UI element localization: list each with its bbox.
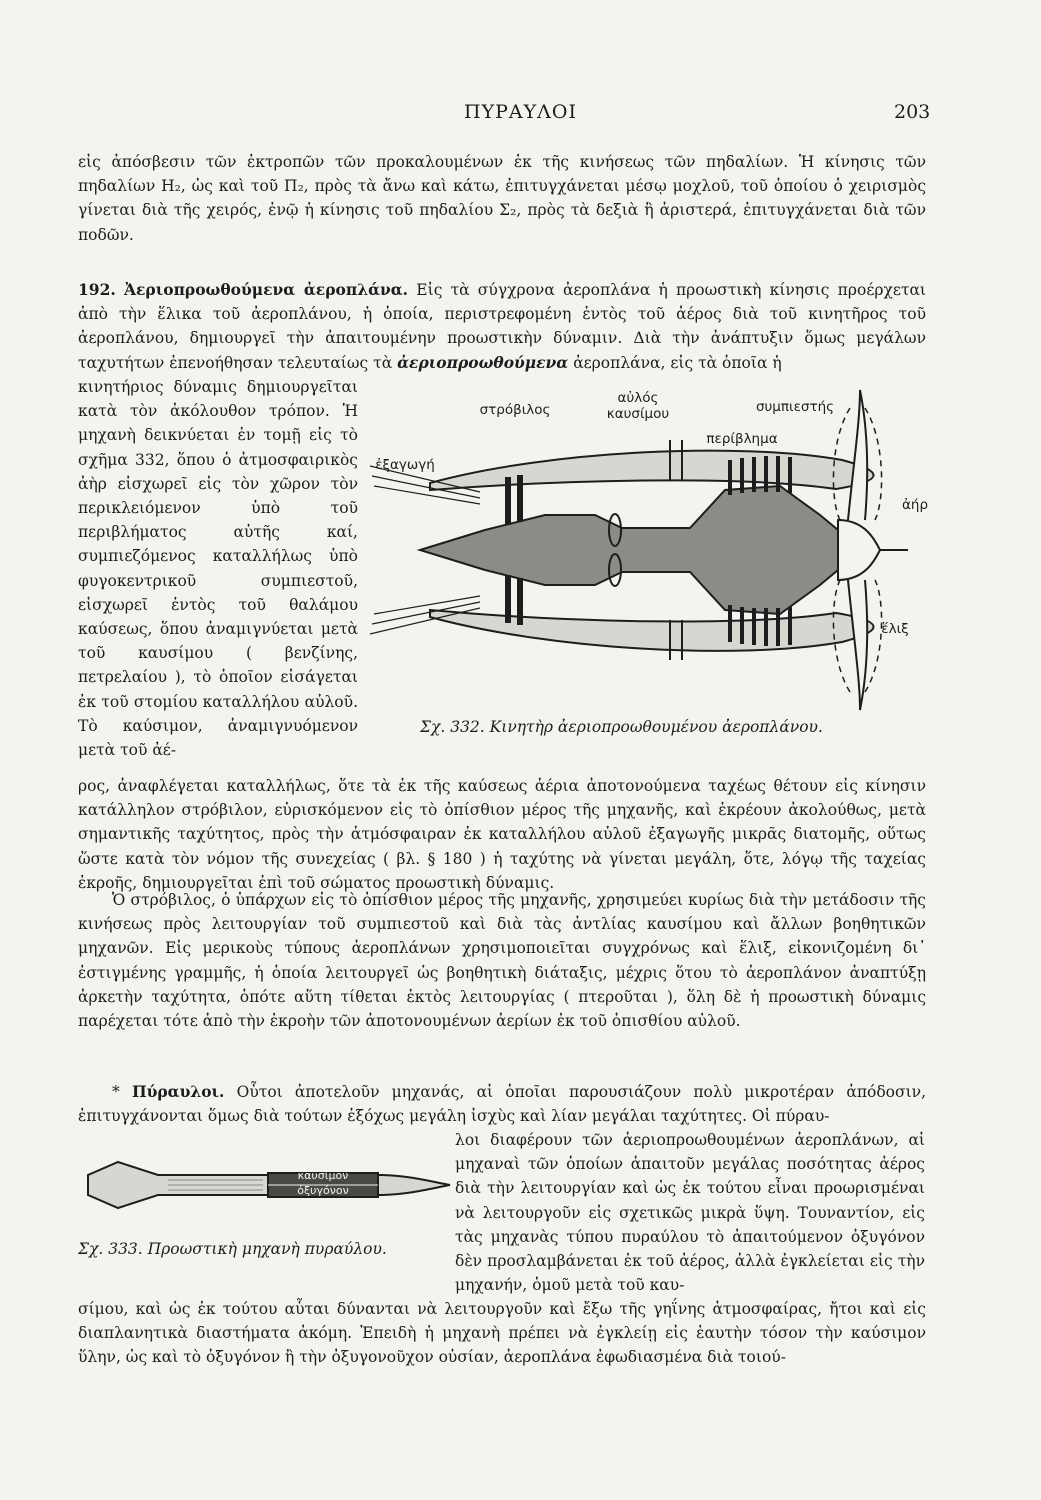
caption-fig-332-text: Κινητὴρ ἀεριοπροωθουμένου ἀεροπλάνου.	[489, 718, 823, 736]
label-casing: περίβλημα	[706, 431, 778, 447]
rockets-text: Οὗτοι ἀποτελοῦν μηχανάς, αἱ ὁποῖαι παρουσιάζουν πολὺ μικροτέραν ἀπόδοσιν, ἐπιτυγχάνονται ὅμως διὰ τούτων ἐξόχως μεγάλη ἰσχὺς καὶ λίαν μεγάλαι ταχύτητες. Οἱ πύραυ-	[78, 1083, 927, 1126]
page-number: 203	[894, 101, 931, 123]
rockets-right-column: λοι διαφέρουν τῶν ἀεριοπροωθουμένων ἀεροπλάνων, αἱ μηχαναὶ τῶν ὁποίων ἀπαιτοῦν μεγάλας ποσότητας ἀέρος διὰ τὴν λειτουργίαν καὶ ὡς ἐκ τούτου εἶναι προωρισμέναι νὰ λειτουργοῦν εἰς σχετικῶς μικρὰ ὕψη. Τουναντίον, εἰς τὰς μηχανὰς τύπου πυραύλου τὸ ἀπαιτούμενον ὀξυγόνον δὲν προσλαμβάνεται ἐκ τοῦ ἀέρος, ἀλλὰ ἐγκλείεται εἰς τὴν μηχανήν, ὁμοῦ μετὰ τοῦ καυ-	[455, 1131, 925, 1295]
emphasized-term: ἀεριοπροωθούμενα	[397, 352, 569, 372]
label-exhaust: ἐξαγωγή	[375, 457, 435, 473]
paragraph-rudders: εἰς ἀπόσβεσιν τῶν ἐκτροπῶν τῶν προκαλουμένων ἐκ τῆς κινήσεως τῶν πηδαλίων. Ἡ κίνησις τῶν πηδαλίων Η₂, ὡς καὶ τοῦ Π₂, πρὸς τὰ ἄνω καὶ κάτω, ἐπιτυγχάνεται μέσῳ μοχλοῦ, τοῦ ὁποίου ὁ χειρισμὸς γίνεται διὰ τῆς χειρός, ἐνῷ ἡ κίνησις τοῦ πηδαλίου Σ₂, πρὸς τὰ δεξιὰ ἢ ἀριστερά, ἐπιτυγχάνεται διὰ τῶν ποδῶν.	[78, 153, 926, 244]
section-192-left-column: κινητήριος δύναμις δημιουργεῖται κατὰ τὸν ἀκόλουθον τρόπον. Ἡ μηχανὴ δεικνύεται ἐν τομῇ εἰς τὸ σχῆμα 332, ὅπου ὁ ἀτμοσφαιρικὸς ἀὴρ εἰσχωρεῖ εἰς τὸν χῶρον τὸν περικλειόμενον ὑπὸ τοῦ περιβλήματος αὐτῆς καί, συμπιεζόμενος καταλλήλως ὑπὸ φυγοκεντρικοῦ συμπιεστοῦ, εἰσχωρεῖ ἐντὸς τοῦ θαλάμου καύσεως, ὅπου ἀναμιγνύεται μετὰ τοῦ καυσίμου ( βενζίνης, πετρελαίου ), τὸ ὁποῖον εἰσάγεται ἐκ τοῦ στομίου καταλλήλου αὐλοῦ. Τὸ καύσιμον, ἀναμιγνυόμενον μετὰ τοῦ ἀέ-	[78, 378, 358, 760]
rockets-continuation: σίμου, καὶ ὡς ἐκ τούτου αὗται δύνανται νὰ λειτουργοῦν καὶ ἔξω τῆς γηΐνης ἀτμοσφαίρας, ἤτοι καὶ εἰς διαπλανητικὰ διαστήματα ἀκόμη. Ἐπειδὴ ἡ μηχανὴ πρέπει νὰ ἐγκλείῃ εἰς ἑαυτὴν τόσον τὴν καύσιμον ὕλην, ὡς καὶ τὸ ὀξυγόνον ἢ τὴν ὀξυγονοῦχον οὐσίαν, ἀεροπλάνα ἐφωδιασμένα διὰ τοιού-	[78, 1300, 926, 1367]
rockets-intro	[78, 1080, 926, 1128]
caption-fig-332-number: Σχ. 332.	[420, 718, 485, 736]
label-fuel: καυσίμον	[297, 1169, 349, 1182]
caption-fig-332	[420, 718, 823, 736]
label-fuel-pipe-2: καυσίμου	[606, 406, 670, 422]
section-heading: Ἀεριοπροωθούμενα ἀεροπλάνα.	[123, 280, 409, 299]
running-header: ΠΥΡΑΥΛΟΙ	[464, 101, 577, 123]
footnote-star: *	[112, 1083, 120, 1101]
label-fuel-pipe-1: αὐλός	[617, 390, 659, 406]
section-number: 192.	[78, 280, 116, 299]
label-propeller: ἕλιξ	[881, 621, 909, 637]
section-192-continuation: ρος, ἀναφλέγεται καταλλήλως, ὅτε τὰ ἐκ τῆς καύσεως ἀέρια ἀποτονούμενα ταχέως θέτουν εἰς κίνησιν κατάλληλον στρόβιλον, εὑρισκόμενον εἰς τὸ ὀπίσθιον μέρος τῆς μηχανῆς, καὶ ἐκρέουν ἀκολούθως, μετὰ σημαντικῆς ταχύτητος, πρὸς τὴν ἀτμόσφαιραν ἐκ καταλλήλου αὐλοῦ ἐξαγωγῆς μικρᾶς διατομῆς, οὕτως ὥστε κατὰ τὸν νόμον τῆς συνεχείας ( βλ. § 180 ) ἡ ταχύτης νὰ γίνεται μεγάλη, ὅτε, λόγῳ τῆς ταχείας ἐκροῆς, δημιουργεῖται ἐπὶ τοῦ σώματος προωστικὴ δύναμις.	[78, 777, 926, 892]
section-text-a: Εἰς τὰ σύγχρονα ἀεροπλάνα ἡ προωστικὴ κίνησις προέρχεται ἀπὸ τὴν ἕλικα τοῦ ἀεροπλάνου, ἡ ὁποία, περιστρεφομένη ἐντὸς τοῦ ἀέρος διὰ τοῦ κινητῆρος τοῦ ἀεροπλάνου, δημιουργεῖ τὴν ἀπαιτουμένην προωστικὴν δύναμιν. Διὰ τὴν ἀνάπτυξιν ὅμως μεγάλων ταχυτήτων ἐπενοήθησαν τελευταίως τὰ	[78, 281, 926, 372]
caption-fig-333	[78, 1240, 387, 1258]
label-compressor: συμπιεστής	[755, 399, 835, 415]
jet-engine-diagram	[360, 380, 930, 740]
section-text-b: ἀεροπλάνα, εἰς τὰ ὁποῖα ἡ	[573, 353, 782, 372]
caption-fig-333-number: Σχ. 333.	[78, 1240, 143, 1258]
section-192-intro	[78, 278, 926, 375]
rockets-heading: Πύραυλοι.	[131, 1082, 225, 1101]
caption-fig-333-text: Προωστικὴ μηχανὴ πυραύλου.	[147, 1240, 387, 1258]
label-turbine: στρόβιλος	[479, 402, 551, 418]
paragraph-turbine: Ὁ στρόβιλος, ὁ ὑπάρχων εἰς τὸ ὀπίσθιον μέρος τῆς μηχανῆς, χρησιμεύει κυρίως διὰ τὴν μετάδοσιν τῆς κινήσεως πρὸς λειτουργίαν τοῦ συμπιεστοῦ καὶ διὰ τὰς ἀντλίας καυσίμου καὶ ἄλλων βοηθητικῶν μηχανῶν. Εἰς μερικοὺς τύπους ἀεροπλάνων χρησιμοποιεῖται συγχρόνως καὶ ἕλιξ, εἰκονιζομένη δι᾽ ἐστιγμένης γραμμῆς, ἡ ὁποία λειτουργεῖ ὡς βοηθητικὴ διάταξις, μέχρις ὅτου τὸ ἀεροπλάνον ἀναπτύξῃ ἀρκετὴν ταχύτητα, ὁπότε αὕτη τίθεται ἐκτὸς λειτουργίας ( πτεροῦται ), ὅλη δὲ ἡ προωστικὴ δύναμις παρέχεται τότε ἀπὸ τὴν ἐκροὴν τῶν ἀποτονουμένων ἀερίων ἐκ τοῦ ὀπισθίου αὐλοῦ.	[78, 891, 926, 1031]
label-air: ἀήρ	[901, 497, 929, 513]
label-oxygen: ὀξυγόνον	[297, 1184, 349, 1197]
